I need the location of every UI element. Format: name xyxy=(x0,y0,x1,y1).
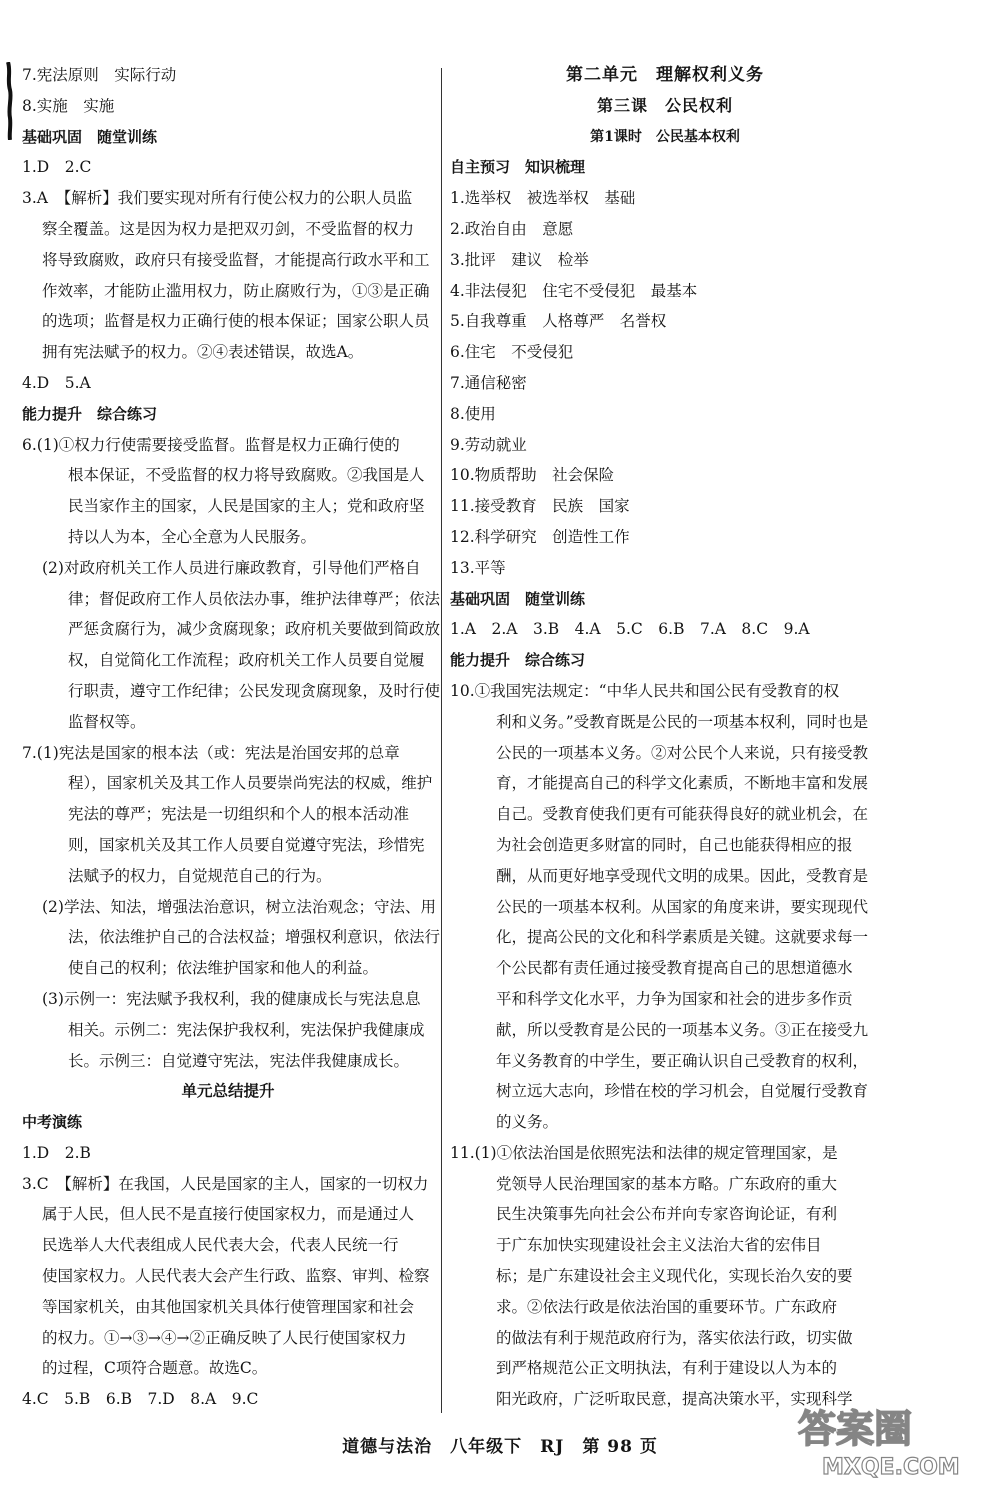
answer-line: 年义务教育的中学生，要正确认识自己受教育的权利， xyxy=(496,1051,869,1070)
answer-line: 献，所以受教育是公民的一项基本义务。③正在接受九 xyxy=(496,1020,869,1039)
answer-line: 法赋予的权力，自觉规范自己的行为。 xyxy=(68,866,332,885)
answer-line: 4.非法侵犯 住宅不受侵犯 最基本 xyxy=(450,281,698,300)
answer-line: 将导致腐败，政府只有接受监督，才能提高行政水平和工 xyxy=(42,250,430,269)
answer-line: 的权力。①→③→④→②正确反映了人民行使国家权力 xyxy=(42,1328,407,1347)
answer-line: 4.C 5.B 6.B 7.D 8.A 9.C xyxy=(22,1390,259,1409)
answer-line: 程），国家机关及其工作人员要崇尚宪法的权威，维护 xyxy=(68,774,433,793)
right-column xyxy=(450,60,880,1415)
column-divider xyxy=(441,68,442,1413)
answer-line: 权，自觉简化工作流程；政府机关工作人员要自觉履 xyxy=(68,651,425,670)
left-answers-basic xyxy=(22,152,434,398)
answer-line: 求。②依法行政是依法治国的重要环节。广东政府 xyxy=(496,1297,838,1316)
answer-line: 使国家权力。人民代表大会产生行政、监察、审判、检察 xyxy=(42,1267,430,1286)
answer-line: 民生决策事先向社会公布并向专家咨询论证，有利 xyxy=(496,1205,838,1224)
answer-line: 民选举人大代表组成人民代表大会，代表人民统一行 xyxy=(42,1236,399,1255)
answer-line: 严惩贪腐行为，减少贪腐现象；政府机关要做到简政放 xyxy=(68,620,441,639)
answer-line: 8.使用 xyxy=(450,404,496,423)
answer-line: 13.平等 xyxy=(450,558,506,577)
answer-line: 化，提高公民的文化和科学素质是关键。这就要求每一 xyxy=(496,928,869,947)
answer-line: 法，依法维护自己的合法权益；增强权利意识，依法行 xyxy=(68,928,441,947)
period-title: 第1课时 公民基本权利 xyxy=(590,128,740,145)
scan-edge-mark xyxy=(4,62,14,140)
answer-line: 6.(1)①权力行使需要接受监督。监督是权力正确行使的 xyxy=(22,435,400,454)
unit-title: 第二单元 理解权利义务 xyxy=(566,65,764,85)
answer-line: 10.①我国宪法规定：“中华人民共和国公民有受教育的权 xyxy=(450,681,840,700)
answer-line: 属于人民，但人民不是直接行使国家权力，而是通过人 xyxy=(42,1205,415,1224)
answer-line: 7.宪法原则 实际行动 xyxy=(22,66,177,84)
left-answers-ability xyxy=(22,430,441,1077)
answer-line: 监督权等。 xyxy=(68,712,146,731)
answer-line: (3)示例一：宪法赋予我权利，我的健康成长与宪法息息 xyxy=(42,989,421,1008)
section-heading-exam: 中考演练 xyxy=(22,1113,83,1132)
watermark-site: MXQE.COM xyxy=(822,1455,960,1480)
answer-line: 1.选举权 被选举权 基础 xyxy=(450,189,636,208)
watermark-brand: 答案圈 xyxy=(798,1407,913,1451)
answer-line: 12.科学研究 创造性工作 xyxy=(450,527,630,546)
answer-line: 8.实施 实施 xyxy=(22,96,115,115)
answer-line: 民当家作主的国家，人民是国家的主人；党和政府坚 xyxy=(68,497,425,516)
answer-line: 育，才能提高自己的科学文化素质，不断地丰富和发展 xyxy=(496,774,869,793)
answer-line: 相关。示例二：宪法保护我权利，宪法保护我健康成 xyxy=(68,1020,425,1039)
answer-line: 7.通信秘密 xyxy=(450,373,527,392)
answer-line: 利和义务。”受教育既是公民的一项基本权利，同时也是 xyxy=(496,712,869,731)
left-column xyxy=(22,60,441,1415)
answer-line: 的义务。 xyxy=(496,1113,559,1132)
answer-line: 宪法的尊严；宪法是一切组织和个人的根本活动准 xyxy=(68,805,410,824)
right-answers-basic xyxy=(450,614,880,645)
answer-line: 长。示例三：自觉遵守宪法，宪法伴我健康成长。 xyxy=(68,1051,410,1070)
answer-line: 2.政治自由 意愿 xyxy=(450,219,574,238)
unit-summary-title: 单元总结提升 xyxy=(181,1081,275,1101)
answer-line: 1.D 2.C xyxy=(22,158,92,177)
answer-line: 3.C 【解析】在我国，人民是国家的主人，国家的一切权力 xyxy=(22,1174,429,1193)
answer-line: 行职责，遵守工作纪律；公民发现贪腐现象，及时行使 xyxy=(68,681,441,700)
answer-line: 的做法有利于规范政府行为，落实依法行政，切实做 xyxy=(496,1328,853,1347)
answer-line: 公民的一项基本权利。从国家的角度来讲，要实现现代 xyxy=(496,897,869,916)
answer-line: 树立远大志向，珍惜在校的学习机会，自觉履行受教育 xyxy=(496,1082,869,1101)
lesson-title: 第三课 公民权利 xyxy=(596,95,733,115)
right-answers-ability xyxy=(450,676,880,1415)
answer-line: 9.劳动就业 xyxy=(450,435,527,454)
page-footer: 道德与法治 八年级下 RJ 第 98 页 xyxy=(342,1437,658,1457)
answer-line: 作效率，才能防止滥用权力，防止腐败行为，①③是正确 xyxy=(42,281,430,300)
watermark-logo xyxy=(792,1398,992,1482)
answer-line: 拥有宪法赋予的权力。②④表述错误，故选A。 xyxy=(42,343,364,362)
answer-line: 3.批评 建议 检举 xyxy=(450,250,589,269)
answer-line: 5.自我尊重 人格尊严 名誉权 xyxy=(450,312,667,331)
answer-line: 7.(1)宪法是国家的根本法（或：宪法是治国安邦的总章 xyxy=(22,743,400,762)
answer-line: 为社会创造更多财富的同时，自己也能获得相应的报 xyxy=(496,835,853,854)
answer-line: 则，国家机关及其工作人员要自觉遵守宪法，珍惜宪 xyxy=(68,835,425,854)
answer-line: 阳光政府，广泛听取民意，提高决策水平，实现科学 xyxy=(496,1390,853,1409)
answer-line: 持以人为本，全心全意为人民服务。 xyxy=(68,527,317,546)
answer-line: 1.D 2.B xyxy=(22,1143,91,1162)
answer-line: 10.物质帮助 社会保险 xyxy=(450,466,615,485)
answer-line: (2)对政府机关工作人员进行廉政教育，引导他们严格自 xyxy=(42,558,421,577)
answer-line: 1.A 2.A 3.B 4.A 5.C 6.B 7.A 8.C 9.A xyxy=(450,620,810,639)
answer-line: 11.接受教育 民族 国家 xyxy=(450,497,630,516)
answer-line: 于广东加快实现建设社会主义法治大省的宏伟目 xyxy=(496,1236,822,1255)
section-heading-preview: 自主预习 知识梳理 xyxy=(450,158,586,177)
section-heading-ability: 能力提升 综合练习 xyxy=(450,651,586,670)
left-answers-top xyxy=(22,60,434,122)
answer-line: 到严格规范公正文明执法，有利于建设以人为本的 xyxy=(496,1359,838,1378)
answer-line: 11.(1)①依法治国是依照宪法和法律的规定管理国家，是 xyxy=(450,1143,838,1162)
answer-line: 自己。受教育使我们更有可能获得良好的就业机会，在 xyxy=(496,805,869,824)
answer-line: 标；是广东建设社会主义现代化，实现长治久安的要 xyxy=(496,1267,853,1286)
answer-line: 个公民都有责任通过接受教育提高自己的思想道德水 xyxy=(496,959,853,978)
section-heading-ability: 能力提升 综合练习 xyxy=(22,404,158,423)
answer-line: 党领导人民治理国家的基本方略。广东政府的重大 xyxy=(496,1174,838,1193)
answer-line: 律；督促政府工作人员依法办事，维护法律尊严；依法 xyxy=(68,589,441,608)
right-answers-preview xyxy=(450,183,880,583)
answer-line: 平和科学文化水平，力争为国家和社会的进步多作贡 xyxy=(496,989,853,1008)
answer-line: 公民的一项基本义务。②对公民个人来说，只有接受教 xyxy=(496,743,869,762)
left-answers-exam xyxy=(22,1138,434,1415)
section-heading-basic: 基础巩固 随堂训练 xyxy=(450,589,586,608)
answer-line: 使自己的权利；依法维护国家和他人的利益。 xyxy=(68,959,379,978)
answer-line: 6.住宅 不受侵犯 xyxy=(450,343,574,362)
answer-line: 的选项；监督是权力正确行使的根本保证；国家公职人员 xyxy=(42,312,430,331)
answer-line: 酬，从而更好地享受现代文明的成果。因此，受教育是 xyxy=(496,866,869,885)
answer-line: 察全覆盖。这是因为权力是把双刃剑，不受监督的权力 xyxy=(42,219,415,238)
answer-line: 4.D 5.A xyxy=(22,373,91,392)
section-heading-basic: 基础巩固 随堂训练 xyxy=(22,127,158,146)
answer-line: 3.A 【解析】我们要实现对所有行使公权力的公职人员监 xyxy=(22,189,413,208)
answer-line: 的过程，C项符合题意。故选C。 xyxy=(42,1359,268,1378)
answer-line: 根本保证，不受监督的权力将导致腐败。②我国是人 xyxy=(68,466,425,485)
answer-line: 等国家机关，由其他国家机关具体行使管理国家和社会 xyxy=(42,1297,415,1316)
answer-line: (2)学法、知法，增强法治意识，树立法治观念；守法、用 xyxy=(42,897,436,916)
